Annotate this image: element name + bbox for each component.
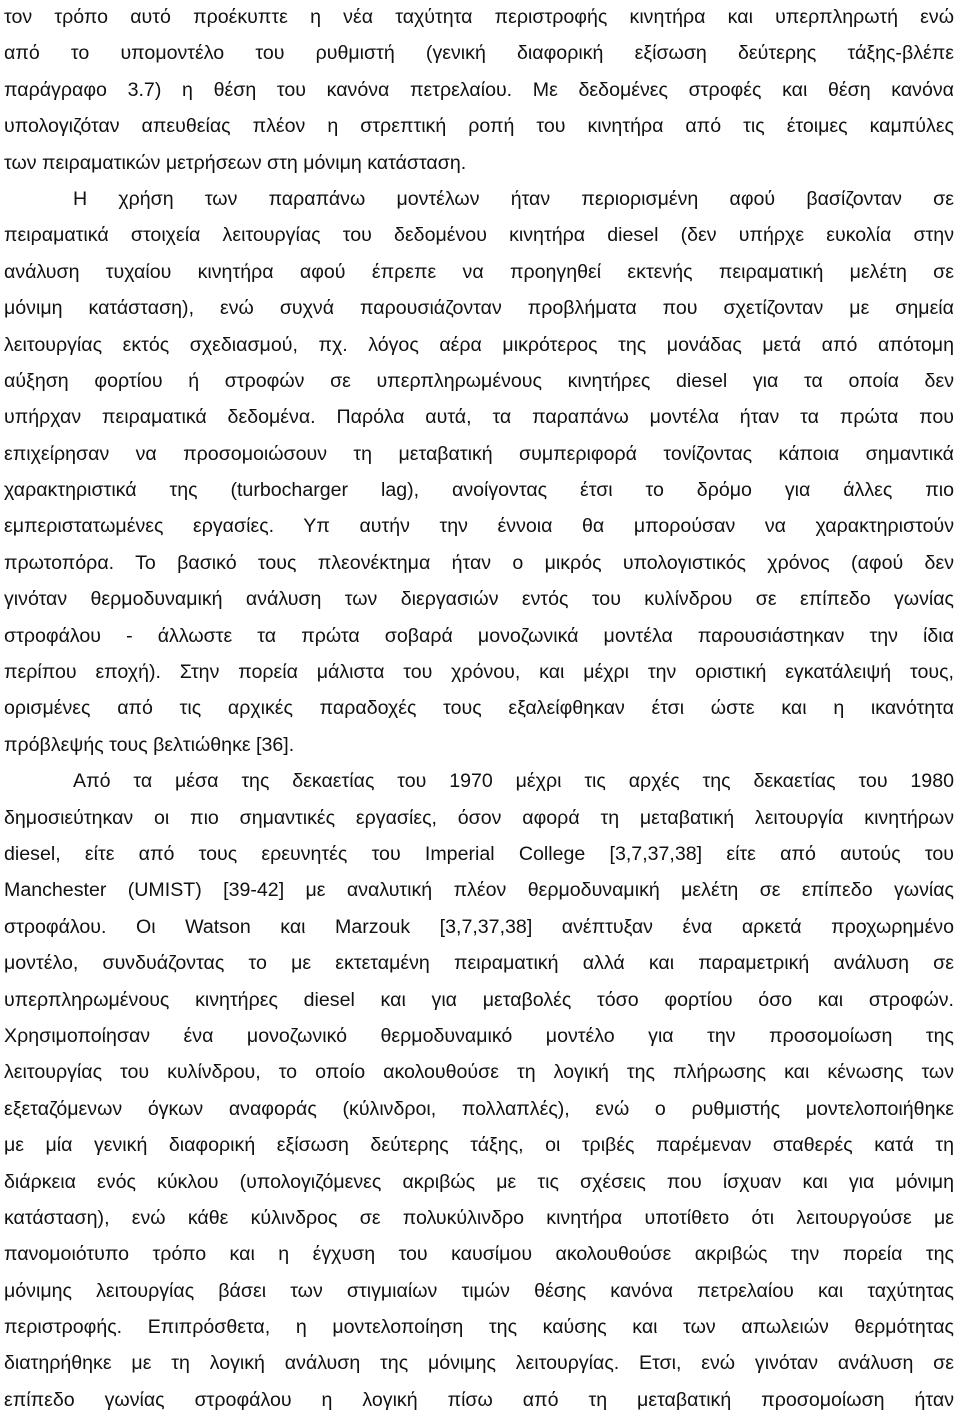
text-line: μοντέλο, συνδυάζοντας το με εκτεταμένη πειραματική αλλά και παραμετρική ανάλυση σε [4, 952, 954, 975]
text-line: των πειραματικών μετρήσεων στη μόνιμη κατάσταση. [4, 151, 467, 174]
text-line: χαρακτηριστικά της (turbocharger lag), ανοίγοντας έτσι το δρόμο για άλλες πιο [4, 479, 954, 502]
text-line: υπολογιζόταν απευθείας πλέον η στρεπτική ροπή του κινητήρα από τις έτοιμες καμπύλες [4, 115, 954, 138]
text-line: περιστροφής. Επιπρόσθετα, η μοντελοποίηση της καύσης και των απωλειών θερμότητας [4, 1316, 954, 1339]
text-line: διάρκεια ενός κύκλου (υπολογιζόμενες ακριβώς με τις σχέσεις που ίσχυαν και για μόνιμη [4, 1170, 954, 1193]
text-line: λειτουργίας εκτός σχεδιασμού, πχ. λόγος αέρα μικρότερος της μονάδας μετά από απότομη [4, 333, 954, 356]
text-line: πρωτοπόρα. Το βασικό τους πλεονέκτημα ήταν ο μικρός υπολογιστικός χρόνος (αφού δεν [4, 551, 954, 574]
text-line: ορισμένες από τις αρχικές παραδοχές τους εξαλείφθηκαν έτσι ώστε και η ικανότητα [4, 697, 954, 720]
text-line: μόνιμη κατάσταση), ενώ συχνά παρουσιάζονταν προβλήματα που σχετίζονταν με σημεία [4, 297, 954, 320]
text-line: παράγραφο 3.7) η θέση του κανόνα πετρελαίου. Με δεδομένες στροφές και θέση κανόνα [4, 78, 954, 101]
text-line: στροφάλου. Οι Watson και Marzouk [3,7,37,38] ανέπτυξαν ένα αρκετά προχωρημένο [4, 915, 954, 938]
text-line: από το υπομοντέλο του ρυθμιστή (γενική διαφορική εξίσωση δεύτερης τάξης-βλέπε [4, 42, 954, 65]
text-line: επίπεδο γωνίας στροφάλου η λογική πίσω από τη μεταβατική προσομοίωση ήταν [4, 1388, 954, 1411]
text-line: Χρησιμοποίησαν ένα μονοζωνικό θερμοδυναμικό μοντέλο για την προσομοίωση της [4, 1024, 954, 1047]
text-line: εξεταζόμενων όγκων αναφοράς (κύλινδροι, πολλαπλές), ενώ ο ρυθμιστής μοντελοποιήθηκε [4, 1097, 954, 1120]
text-line: γινόταν θερμοδυναμική ανάλυση των διεργασιών εντός του κυλίνδρου σε επίπεδο γωνίας [4, 588, 954, 611]
text-line: diesel, είτε από τους ερευνητές του Imperial College [3,7,37,38] είτε από αυτούς του [4, 842, 954, 865]
paragraph-1 [0, 0, 960, 181]
text-line: υπήρχαν πειραματικά δεδομένα. Παρόλα αυτά, τα παραπάνω μοντέλα ήταν τα πρώτα που [4, 406, 954, 429]
text-line: εμπεριστατωμένες εργασίες. Υπ αυτήν την έννοια θα μπορούσαν να χαρακτηριστούν [4, 515, 954, 538]
text-line: τον τρόπο αυτό προέκυπτε η νέα ταχύτητα περιστροφής κινητήρα και υπερπληρωτή ενώ [4, 6, 954, 28]
text-line: περίπου εποχή). Στην πορεία μάλιστα του χρόνου, και μέχρι την οριστική εγκατάλειψή τους, [4, 661, 954, 684]
text-line: Από τα μέσα της δεκαετίας του 1970 μέχρι τις αρχές της δεκαετίας του 1980 [73, 770, 954, 793]
text-line: Manchester (UMIST) [39-42] με αναλυτική πλέον θερμοδυναμική μελέτη σε επίπεδο γωνίας [4, 879, 954, 902]
text-line: μόνιμης λειτουργίας βάσει των στιγμιαίων τιμών θέσης κανόνα πετρελαίου και ταχύτητας [4, 1279, 954, 1302]
paragraph-3 [0, 763, 960, 1418]
paragraph-2 [0, 181, 960, 763]
text-line: κατάσταση), ενώ κάθε κύλινδρος σε πολυκύλινδρο κινητήρα υποτίθετο ότι λειτουργούσε με [4, 1206, 954, 1229]
text-line: δημοσιεύτηκαν οι πιο σημαντικές εργασίες, όσον αφορά τη μεταβατική λειτουργία κινητήρων [4, 806, 954, 829]
text-line: στροφάλου - άλλωστε τα πρώτα σοβαρά μονοζωνικά μοντέλα παρουσιάστηκαν την ίδια [4, 624, 954, 647]
text-line: διατηρήθηκε με τη λογική ανάλυση της μόνιμης λειτουργίας. Ετσι, ενώ γινόταν ανάλυση σε [4, 1352, 954, 1375]
text-line: πρόβλεψής τους βελτιώθηκε [36]. [4, 733, 295, 756]
text-line: πειραματικά στοιχεία λειτουργίας του δεδομένου κινητήρα diesel (δεν υπήρχε ευκολία στην [4, 224, 954, 247]
text-line: επιχείρησαν να προσομοιώσουν τη μεταβατική συμπεριφορά τονίζοντας κάποια σημαντικά [4, 442, 954, 465]
text-line: Η χρήση των παραπάνω μοντέλων ήταν περιορισμένη αφού βασίζονταν σε [73, 187, 954, 210]
text-line: αύξηση φορτίου ή στροφών σε υπερπληρωμένους κινητήρες diesel για τα οποία δεν [4, 369, 954, 392]
text-line: πανομοιότυπο τρόπο και η έγχυση του καυσίμου ακολουθούσε ακριβώς την πορεία της [4, 1243, 954, 1266]
text-line: λειτουργίας του κυλίνδρου, το οποίο ακολουθούσε τη λογική της πλήρωσης και κένωσης των [4, 1061, 954, 1084]
text-line: ανάλυση τυχαίου κινητήρα αφού έπρεπε να προηγηθεί εκτενής πειραματική μελέτη σε [4, 260, 954, 283]
text-line: υπερπληρωμένους κινητήρες diesel και για μεταβολές τόσο φορτίου όσο και στροφών. [4, 988, 954, 1011]
text-line: με μία γενική διαφορική εξίσωση δεύτερης τάξης, οι τριβές παρέμεναν σταθερές κατά τη [4, 1134, 954, 1157]
